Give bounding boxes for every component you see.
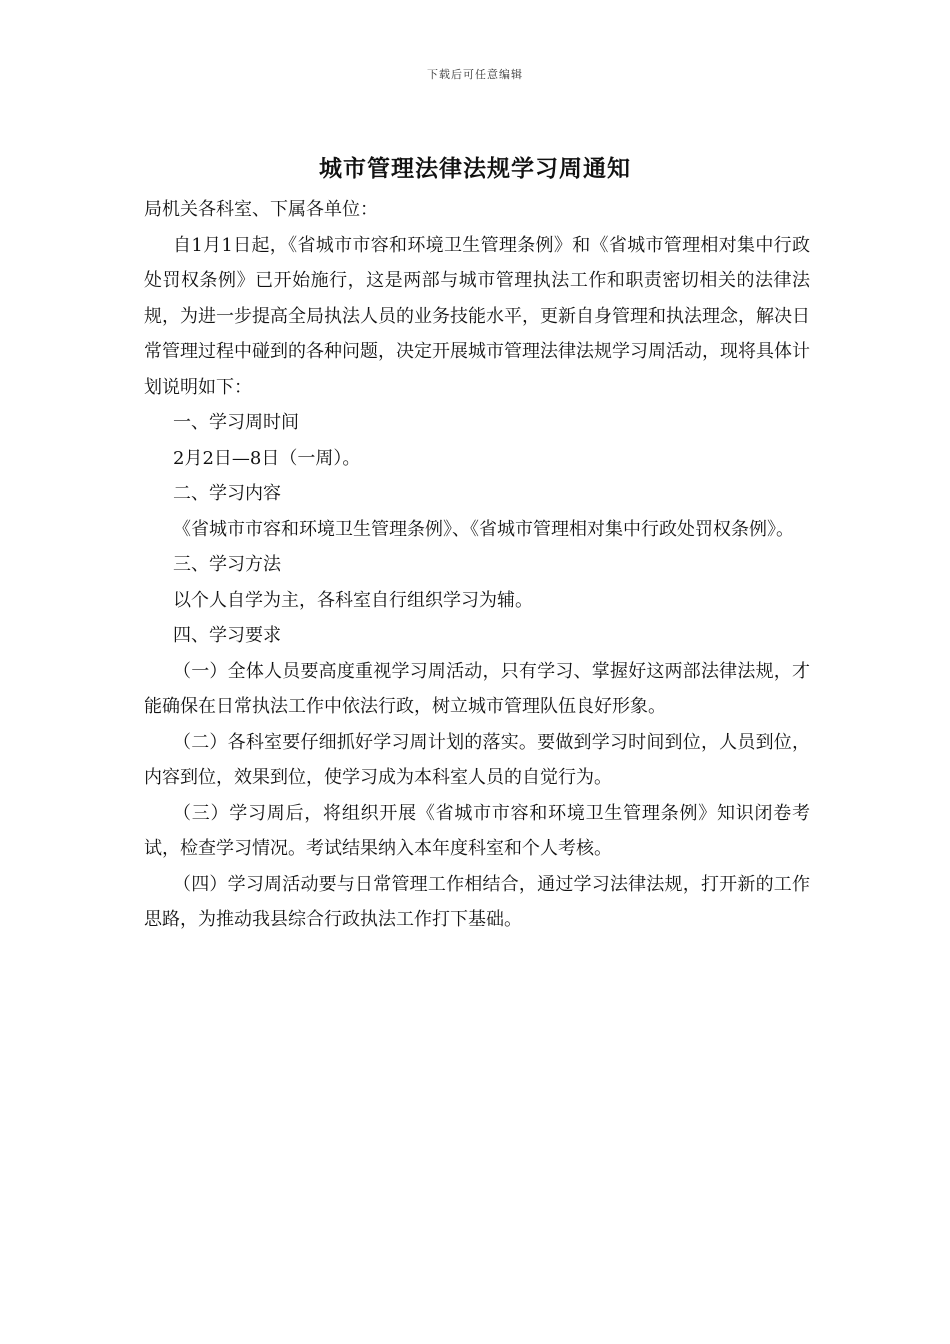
requirement-item-2: （二）各科室要仔细抓好学习周计划的落实。要做到学习时间到位，人员到位，内容到位，效果到位，使学习成为本科室人员的自觉行为。 <box>144 731 810 788</box>
section-heading-requirements: 四、学习要求 <box>173 625 281 646</box>
section-text-method: 以个人自学为主，各科室自行组织学习为辅。 <box>173 589 533 611</box>
section-text-time: 2月2日—8日（一周）。 <box>173 447 361 469</box>
document-title: 城市管理法律法规学习周通知 <box>319 155 631 182</box>
intro-paragraph: 自1月1日起，《省城市市容和环境卫生管理条例》和《省城市管理相对集中行政处罚权条例》已开始施行，这是两部与城市管理执法工作和职责密切相关的法律法规，为进一步提高全局执法人员的业务技能水平，更新自身管理和执法理念，解决日常管理过程中碰到的各种问题，决定开展城市管理法律法规学习周活动，现将具体计划说明如下： <box>144 234 810 398</box>
document-body <box>144 192 810 938</box>
salutation: 局机关各科室、下属各单位： <box>144 199 378 220</box>
section-text-content: 《省城市市容和环境卫生管理条例》、《省城市管理相对集中行政处罚权条例》。 <box>173 518 794 540</box>
section-heading-time: 一、学习周时间 <box>173 412 299 433</box>
requirement-item-4: （四）学习周活动要与日常管理工作相结合，通过学习法律法规，打开新的工作思路，为推动我县综合行政执法工作打下基础。 <box>144 873 810 930</box>
requirement-item-3: （三）学习周后，将组织开展《省城市市容和环境卫生管理条例》知识闭卷考试，检查学习情况。考试结果纳入本年度科室和个人考核。 <box>144 802 810 859</box>
section-heading-method: 三、学习方法 <box>173 554 281 575</box>
requirement-item-1: （一）全体人员要高度重视学习周活动，只有学习、掌握好这两部法律法规，才能确保在日常执法工作中依法行政，树立城市管理队伍良好形象。 <box>144 660 810 717</box>
section-heading-content: 二、学习内容 <box>173 483 281 504</box>
header-note: 下载后可任意编辑 <box>427 68 523 81</box>
